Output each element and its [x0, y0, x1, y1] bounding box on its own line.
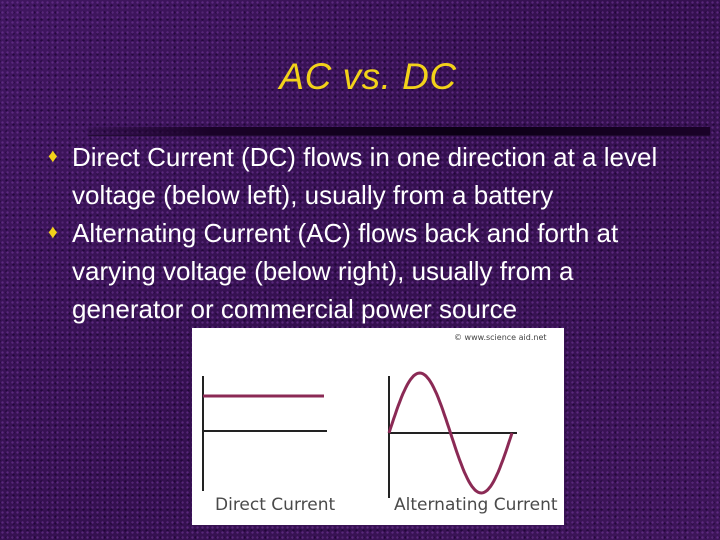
slide-title: AC vs. DC: [279, 56, 457, 97]
ac-dc-figure: [192, 328, 564, 525]
diamond-bullet-icon: ♦: [48, 146, 58, 167]
diamond-bullet-icon: ♦: [48, 222, 58, 243]
bullet-list: [48, 138, 688, 328]
bullet-text-ac: Alternating Current (AC) flows back and forth at varying voltage (below right), usually from a generator or commercial power source: [72, 218, 619, 324]
ac-dc-diagram: [192, 328, 564, 525]
bullet-item-ac: [48, 214, 688, 328]
ac-caption: Alternating Current: [394, 495, 558, 515]
bullet-item-dc: [48, 138, 688, 214]
figure-credit: © www.science aid.net: [454, 333, 547, 342]
dc-caption: Direct Current: [215, 495, 336, 515]
bullet-text-dc: Direct Current (DC) flows in one direction at a level voltage (below left), usually from a battery: [72, 142, 658, 210]
title-divider: [88, 127, 710, 135]
